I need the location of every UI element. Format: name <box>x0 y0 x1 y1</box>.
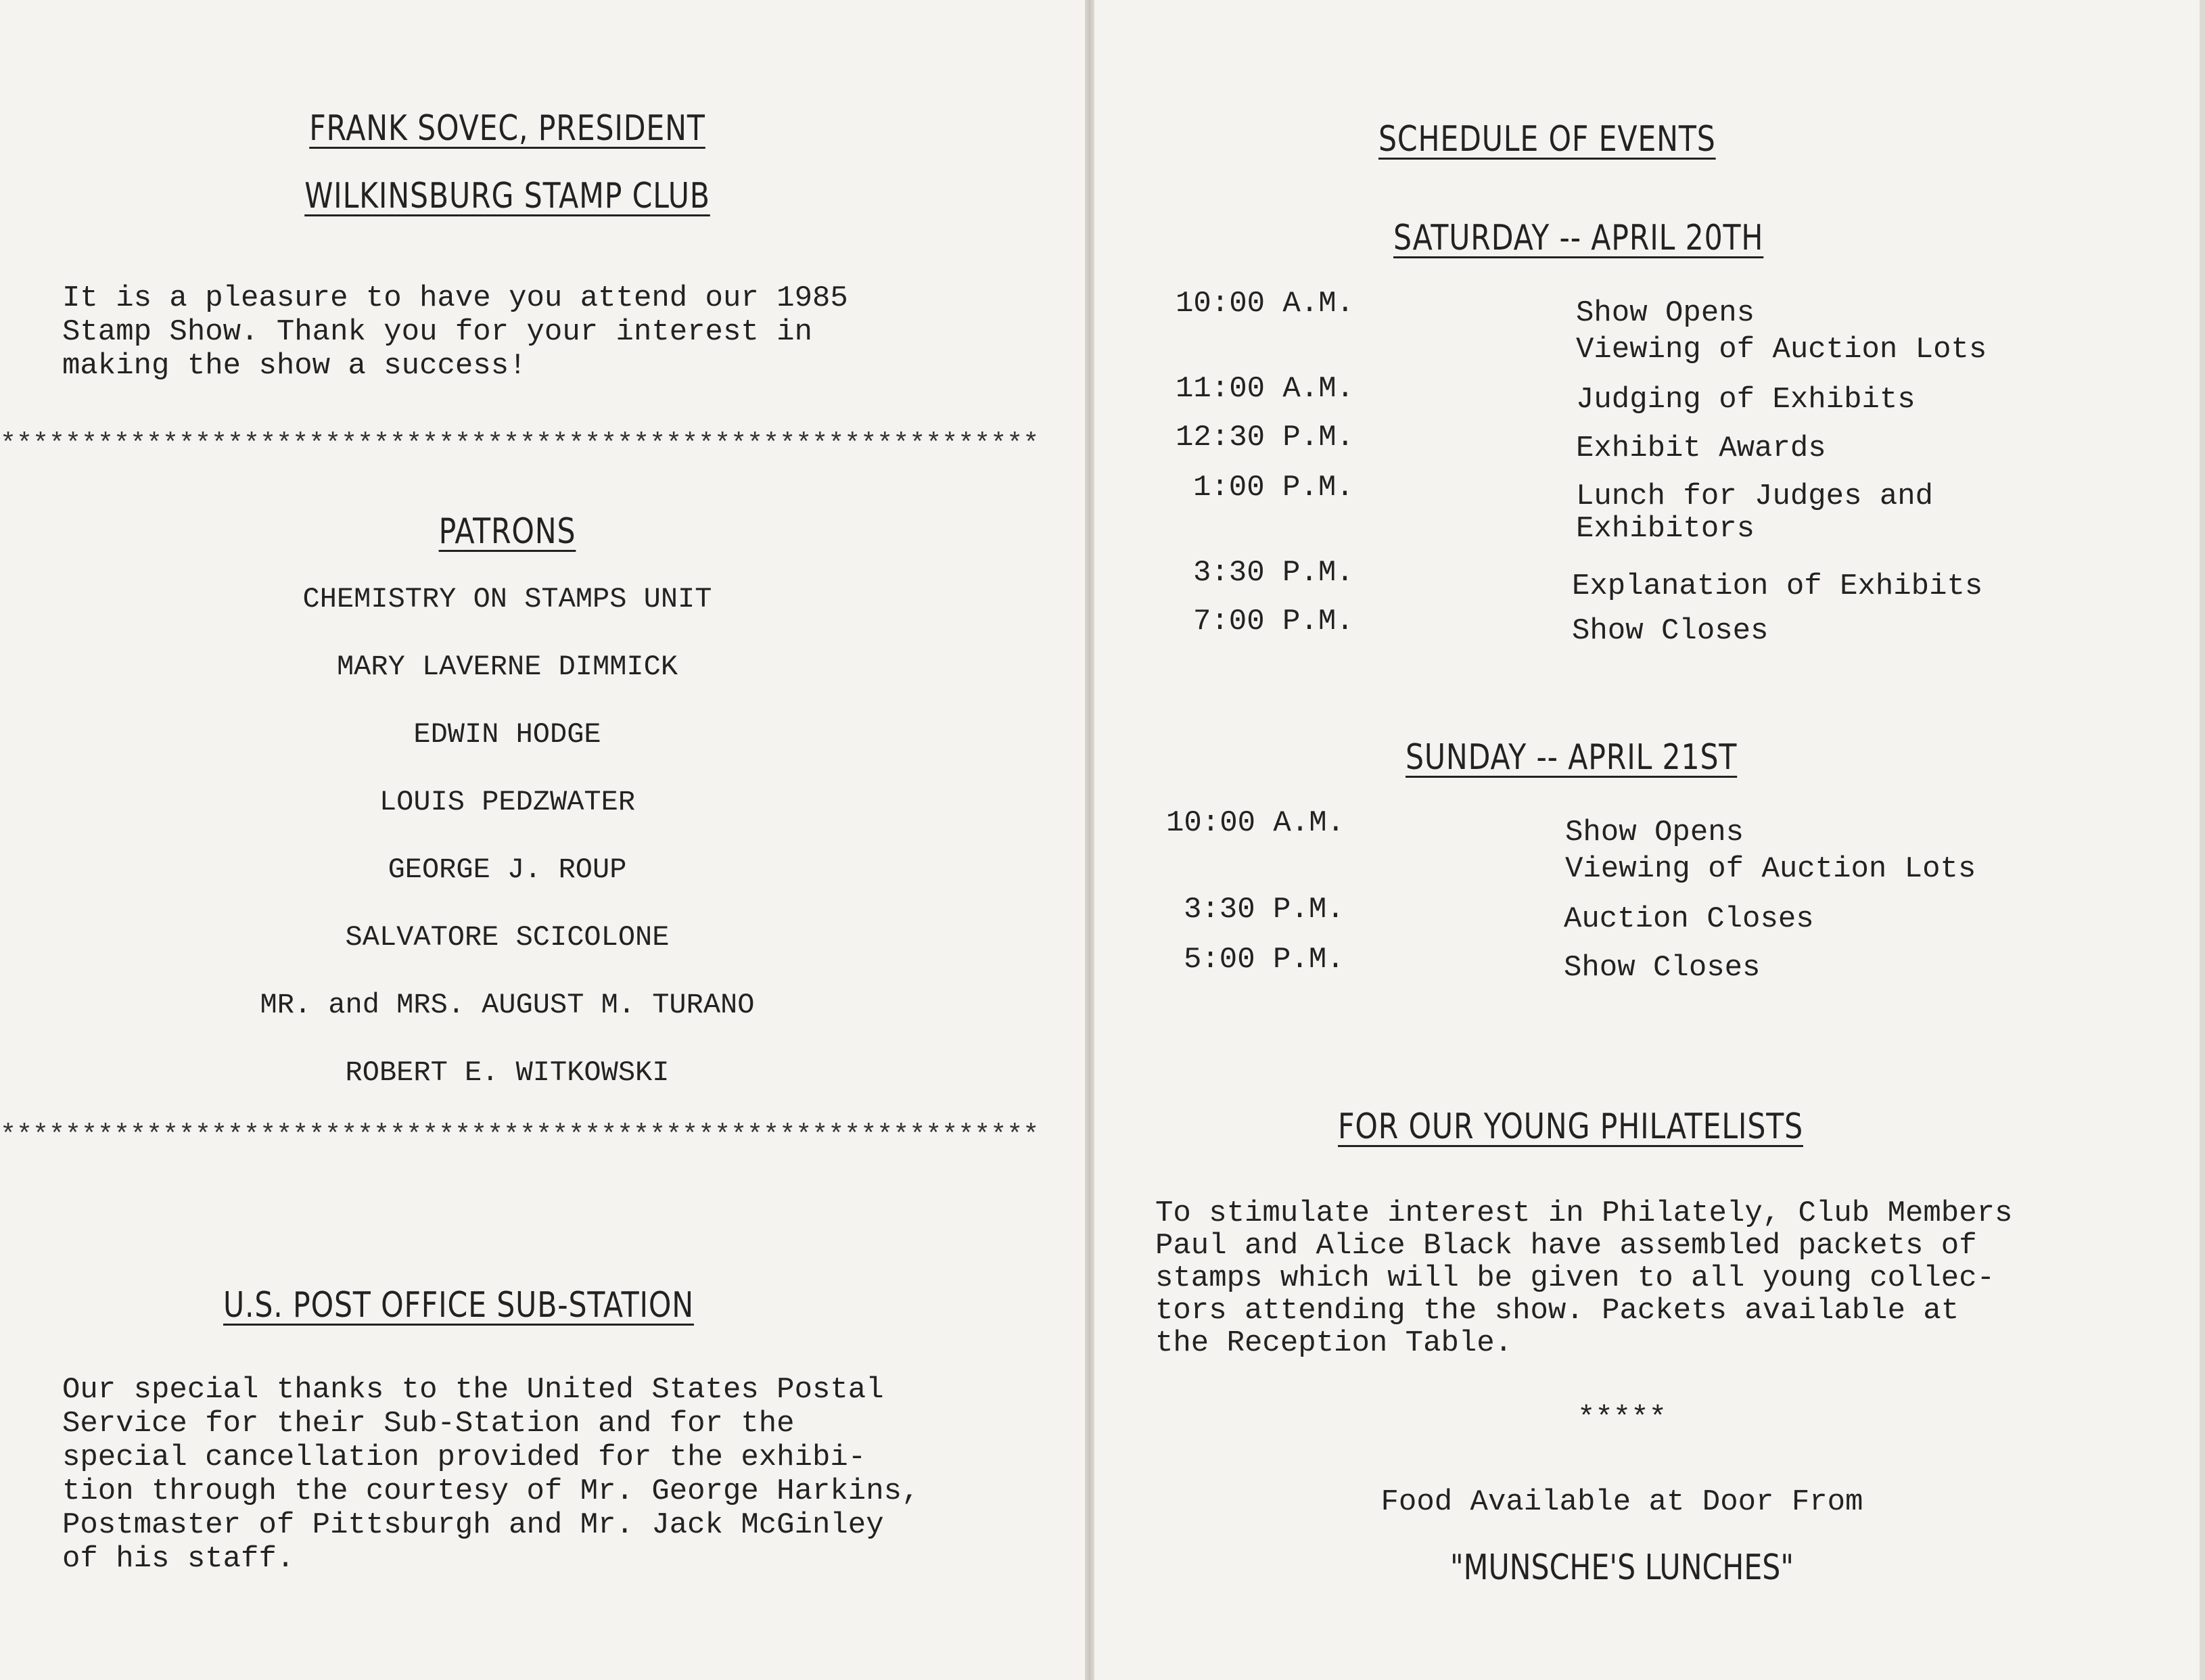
schedule-event: Exhibit Awards <box>1576 431 1826 465</box>
schedule-time: 12:30 P.M. <box>1176 421 1355 454</box>
patron-name: CHEMISTRY ON STAMPS UNIT <box>302 583 712 615</box>
schedule-heading: SCHEDULE OF EVENTS <box>1378 119 1716 160</box>
post-office-text: Our special thanks to the United States Postal Service for their Sub-Station and for the special cancellation provided for the exhibi- tion through the courtesy of Mr. George Harkins, Postmaster of Pittsburgh and Mr. Jack McGinley of his staff. <box>62 1373 920 1576</box>
patron-name: LOUIS PEDZWATER <box>379 786 636 818</box>
patrons-heading: PATRONS <box>438 511 576 552</box>
page-fold <box>1085 0 1094 1680</box>
saturday-heading: SATURDAY -- APRIL 20TH <box>1393 218 1764 258</box>
schedule-event: Explanation of Exhibits <box>1572 569 1983 603</box>
schedule-event: Auction Closes <box>1564 902 1814 936</box>
divider-top: **************************************************************** <box>0 430 1040 460</box>
schedule-time: 11:00 A.M. <box>1176 372 1355 406</box>
schedule-event: Show Opens Viewing of Auction Lots <box>1565 816 1976 886</box>
schedule-event: Show Closes <box>1572 614 1769 648</box>
left-page <box>0 0 1085 1680</box>
sunday-heading: SUNDAY -- APRIL 21ST <box>1406 737 1738 778</box>
schedule-event: Show Opens Viewing of Auction Lots <box>1576 296 1987 367</box>
club-heading: WILKINSBURG STAMP CLUB <box>304 176 710 216</box>
patron-name: MR. and MRS. AUGUST M. TURANO <box>260 989 755 1021</box>
schedule-time: 3:30 P.M. <box>1193 556 1354 590</box>
schedule-event: Lunch for Judges and Exhibitors <box>1576 480 1934 546</box>
right-page <box>1094 0 2205 1680</box>
welcome-text: It is a pleasure to have you attend our 1985 Stamp Show. Thank you for your interest in making the show a success! <box>62 281 848 383</box>
page-edge <box>2200 0 2205 1680</box>
young-philatelists-text: To stimulate interest in Philately, Club Members Paul and Alice Black have assembled packets of stamps which will be given to all young collec- tors attending the show. Packets available at the Reception Table. <box>1155 1196 2013 1360</box>
schedule-time: 5:00 P.M. <box>1184 943 1345 977</box>
patron-name: MARY LAVERNE DIMMICK <box>336 651 678 683</box>
schedule-time: 10:00 A.M. <box>1166 806 1345 840</box>
separator-stars: ***** <box>1577 1401 1667 1435</box>
patron-name: GEORGE J. ROUP <box>388 854 627 886</box>
schedule-time: 7:00 P.M. <box>1193 605 1354 638</box>
schedule-event: Show Closes <box>1564 951 1761 985</box>
patron-name: EDWIN HODGE <box>413 718 601 751</box>
patron-name: ROBERT E. WITKOWSKI <box>345 1056 670 1089</box>
food-text: Food Available at Door From <box>1380 1485 1863 1519</box>
divider-bottom: **************************************************************** <box>0 1121 1040 1151</box>
schedule-time: 3:30 P.M. <box>1184 893 1345 927</box>
president-heading: FRANK SOVEC, PRESIDENT <box>309 108 705 149</box>
schedule-event: Judging of Exhibits <box>1576 383 1916 417</box>
patron-name: SALVATORE SCICOLONE <box>345 921 670 954</box>
food-vendor: "MUNSCHE'S LUNCHES" <box>1450 1547 1794 1588</box>
schedule-time: 1:00 P.M. <box>1193 471 1354 505</box>
young-philatelists-heading: FOR OUR YOUNG PHILATELISTS <box>1338 1106 1803 1147</box>
post-office-heading: U.S. POST OFFICE SUB-STATION <box>223 1285 694 1326</box>
schedule-time: 10:00 A.M. <box>1176 287 1355 321</box>
